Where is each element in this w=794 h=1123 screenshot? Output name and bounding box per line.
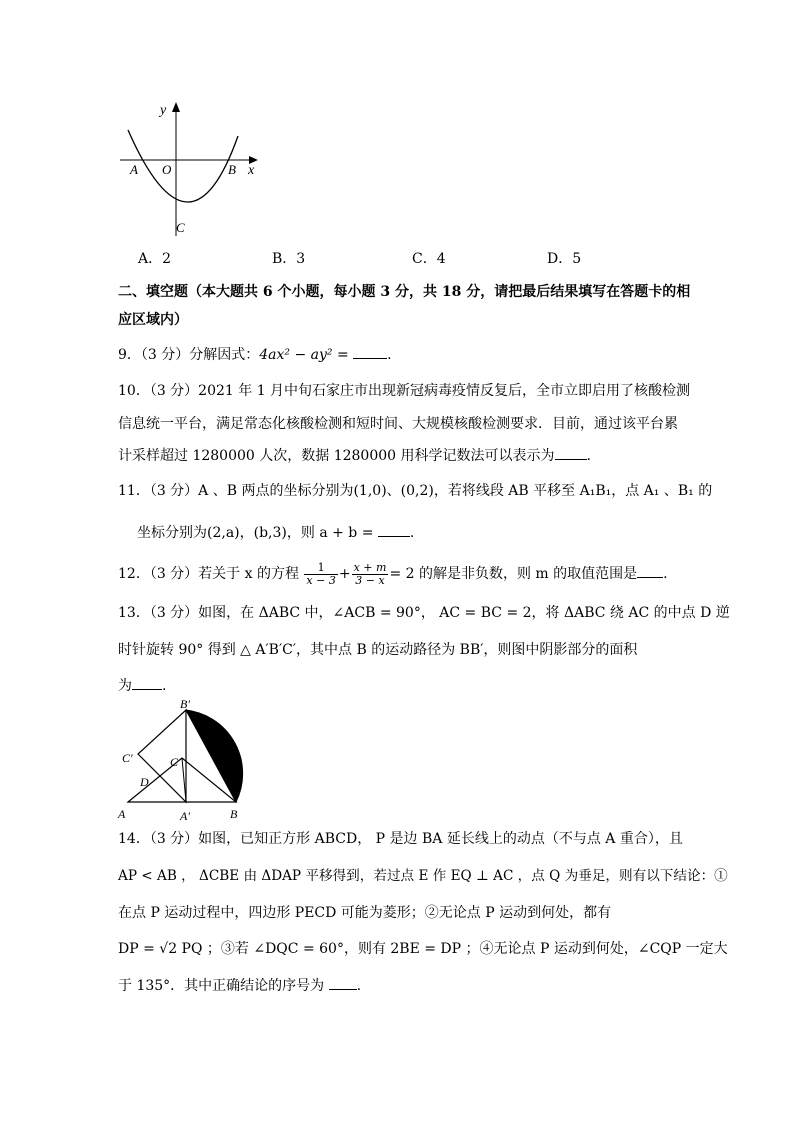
q12-fraction-1 — [304, 562, 337, 587]
question-13-line1: 13．（3 分）如图，在 ΔABC 中，∠ACB = 90°， AC = BC = 2，将 ΔABC 绕 AC 的中点 D 逆 — [118, 605, 730, 621]
q14-line5-text: 于 135°．其中正确结论的序号为 — [118, 978, 325, 994]
question-13-line2: 时针旋转 90° 得到 △ A′B′C′，其中点 B 的运动路径为 BB′，则图中阴影部分的面积 — [118, 642, 638, 658]
q12-f2-numerator: x + m — [353, 560, 387, 574]
question-12 — [118, 560, 668, 588]
question-14-line3: 在点 P 运动过程中，四边形 PECD 可能为菱形；②无论点 P 运动到何处，都有 — [118, 905, 612, 921]
y-label: y — [160, 103, 167, 118]
label-c: C — [170, 755, 179, 769]
choice-c: C．4 — [412, 251, 446, 267]
q11-answer-blank[interactable] — [378, 536, 410, 537]
choice-d: D．5 — [547, 251, 582, 267]
question-14-line4: DP = √2 PQ ；③若 ∠DQC = 60°，则有 2BE = DP ；④无论点 P 运动到何处，∠CQP 一定大 — [118, 941, 728, 957]
question-10-line3 — [118, 446, 591, 466]
choice-b: B．3 — [272, 251, 306, 267]
question-14-line5 — [118, 976, 361, 996]
figure-13 — [110, 696, 260, 826]
segment-c-a-prime — [182, 758, 186, 802]
origin-label: O — [162, 162, 172, 177]
q12-f2-denominator: 3 − x — [355, 573, 385, 587]
label-b-prime: B′ — [180, 697, 190, 711]
y-axis-arrow-icon — [172, 102, 180, 112]
q13-answer-blank[interactable] — [132, 689, 162, 690]
question-11-line1 — [118, 481, 712, 501]
q11-number: 11．（3 分） — [118, 483, 199, 499]
label-d: D — [140, 775, 149, 789]
q10-answer-blank[interactable] — [555, 459, 587, 460]
q14-answer-blank[interactable] — [329, 989, 357, 990]
question-13-line3 — [118, 676, 166, 696]
q12-prefix: 12．（3 分）若关于 x 的方程 — [118, 566, 299, 582]
section-heading-line1: 二、填空题（本大题共 6 个小题，每小题 3 分，共 18 分，请把最后结果填写在答题卡的相 — [118, 284, 691, 300]
q12-fraction-2 — [352, 562, 389, 587]
parabola-graph — [110, 96, 270, 241]
q11-line2-text: 坐标分别为(2,a)，(b,3)，则 a + b = — [137, 525, 374, 541]
q12-f1-denominator: x − 3 — [306, 573, 336, 587]
q11-line1-text: A 、B 两点的坐标分别为(1,0)、(0,2)，若将线段 AB 平移至 A₁B₁，点 A₁ 、B₁ 的 — [198, 483, 713, 499]
question-10-line1: 10．（3 分）2021 年 1 月中旬石家庄市出现新冠病毒疫情反复后，全市立即启用了核酸检测 — [118, 383, 691, 399]
q11-suffix: . — [409, 525, 415, 541]
q9-suffix: . — [387, 347, 392, 363]
section-heading-line2: 应区域内） — [118, 312, 188, 328]
question-14-line1: 14．（3 分）如图，已知正方形 ABCD， P 是边 BA 延长线上的动点（不与点 A 重合），且 — [118, 831, 683, 847]
q10-suffix: . — [586, 448, 591, 464]
x-label: x — [248, 163, 255, 178]
q12-suffix: . — [663, 566, 668, 582]
question-9 — [118, 345, 392, 365]
question-10-line2: 信息统一平台，满足常态化核酸检测和短时间、大规模核酸检测要求．目前，通过该平台累 — [118, 416, 678, 432]
q9-prefix: 9．（3 分）分解因式： — [118, 347, 260, 363]
q14-suffix: . — [356, 978, 362, 994]
question-14-line2: AP < AB ， ΔCBE 由 ΔDAP 平移得到，若过点 E 作 EQ ⊥ AC ，点 Q 为垂足，则有以下结论：① — [118, 868, 728, 884]
q12-answer-blank[interactable] — [637, 577, 663, 578]
question-11-line2 — [137, 523, 414, 543]
point-a-label: A — [130, 162, 138, 177]
q9-answer-blank[interactable] — [353, 358, 387, 359]
q10-line3-text: 计采样超过 1280000 人次，数据 1280000 用科学记数法可以表示为 — [118, 448, 555, 464]
label-b: B — [230, 807, 238, 821]
q9-expression: 4ax² − ay² = — [259, 347, 349, 363]
q12-suffix-text: = 2 的解是非负数，则 m 的取值范围是 — [389, 566, 638, 582]
label-c-prime: C′ — [122, 751, 133, 765]
point-c-label: C — [176, 220, 185, 235]
q12-f1-numerator: 1 — [304, 562, 337, 575]
point-b-label: B — [228, 162, 236, 177]
shaded-region — [186, 710, 243, 802]
q12-plus: + — [338, 566, 351, 582]
label-a: A — [118, 807, 126, 821]
choice-a: A．2 — [138, 251, 172, 267]
parabola-curve — [128, 130, 238, 202]
q13-suffix: . — [162, 678, 167, 694]
q13-line3-text: 为 — [118, 678, 132, 694]
label-a-prime: A′ — [180, 809, 190, 823]
